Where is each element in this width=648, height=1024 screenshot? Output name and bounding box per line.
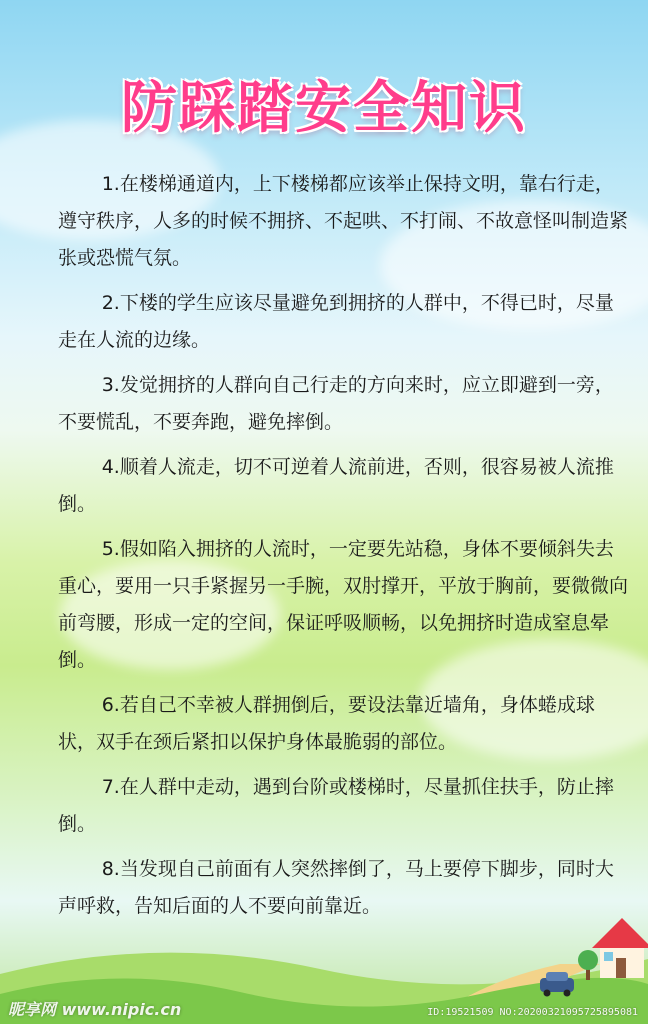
tip-paragraph: 1.在楼梯通道内，上下楼梯都应该举止保持文明，靠右行走，遵守秩序，人多的时候不拥挤、不起哄、不打闹、不故意怪叫制造紧张或恐慌气氛。 bbox=[58, 173, 629, 269]
safety-tips bbox=[58, 166, 630, 925]
tip-paragraph: 5.假如陷入拥挤的人流时，一定要先站稳，身体不要倾斜失去重心，要用一只手紧握另一手腕，双肘撑开，平放于胸前，要微微向前弯腰，形成一定的空间，保证呼吸顺畅，以免拥挤时造成窒息晕倒。 bbox=[58, 538, 629, 671]
house-icon bbox=[592, 918, 648, 978]
tip-paragraph: 6.若自己不幸被人群拥倒后，要设法靠近墙角，身体蜷成球状，双手在颈后紧扣以保护身体最脆弱的部位。 bbox=[58, 694, 595, 753]
tip-paragraph: 3.发觉拥挤的人群向自己行走的方向来时，应立即避到一旁，不要慌乱，不要奔跑，避免摔倒。 bbox=[58, 374, 614, 433]
tip-paragraph: 7.在人群中走动，遇到台阶或楼梯时，尽量抓住扶手，防止摔倒。 bbox=[58, 776, 614, 835]
watermark-logo: 昵享网 www.nipic.cn bbox=[8, 1000, 182, 1019]
tip-paragraph: 2.下楼的学生应该尽量避免到拥挤的人群中，不得已时，尽量走在人流的边缘。 bbox=[58, 292, 614, 351]
tip-paragraph: 8.当发现自己前面有人突然摔倒了，马上要停下脚步，同时大声呼救，告知后面的人不要向前靠近。 bbox=[58, 858, 614, 917]
tip-paragraph: 4.顺着人流走，切不可逆着人流前进，否则，很容易被人流推倒。 bbox=[58, 456, 614, 515]
page-title: 防踩踏安全知识 bbox=[121, 76, 527, 141]
watermark-id: ID:19521509 NO:20200321095725895081 bbox=[427, 1007, 638, 1018]
